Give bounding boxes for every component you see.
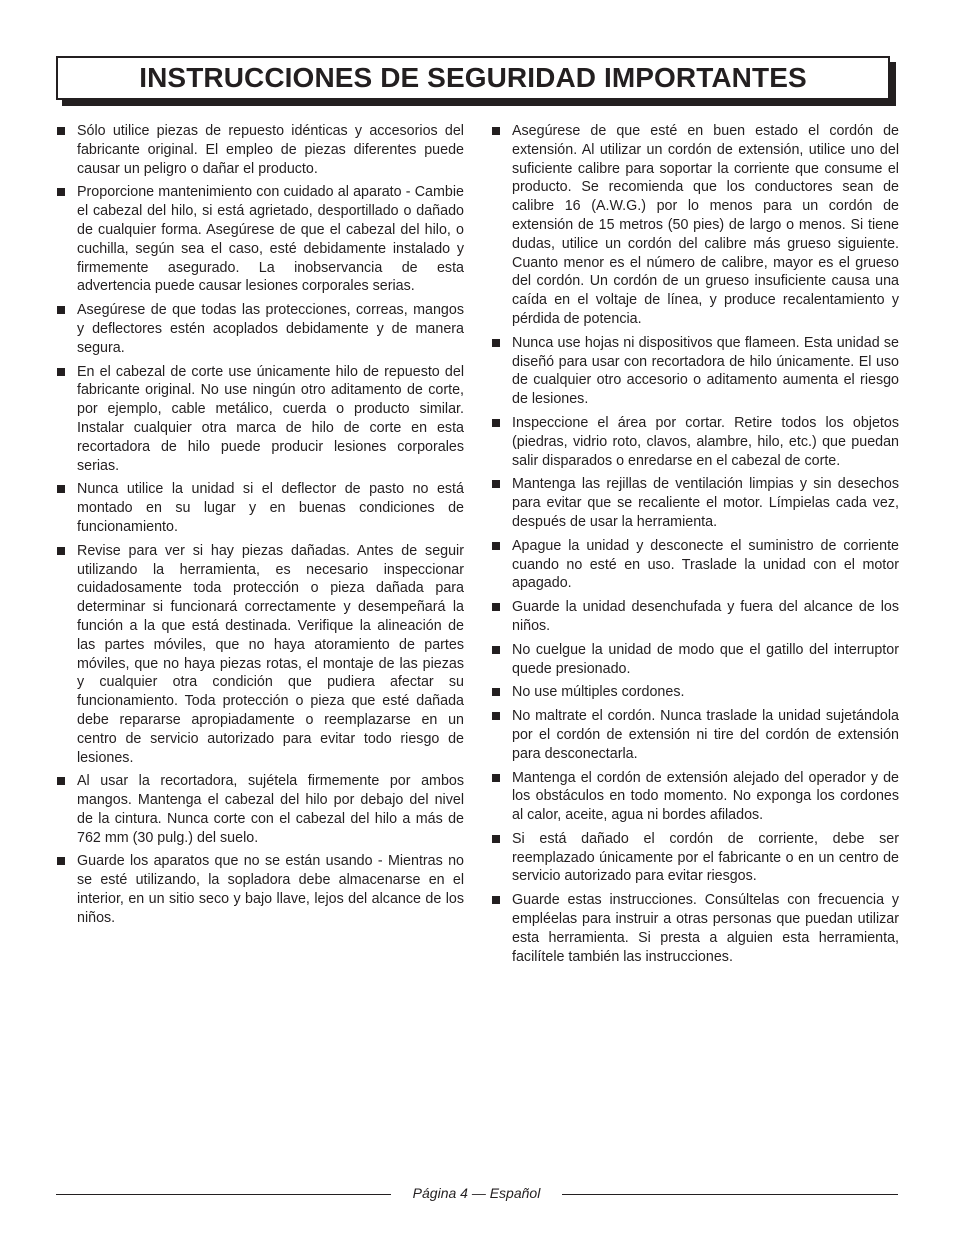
square-bullet-icon (492, 339, 500, 347)
list-item (56, 852, 464, 927)
list-item-text: Mantenga las rejillas de ventilación limpias y sin desechos para evitar que se recaliente el motor. Límpielas cada vez, después de usar la herramienta. (512, 476, 899, 530)
list-item-text: Nunca utilice la unidad si el deflector de pasto no está montado en su lugar y en buenas condiciones de funcionamiento. (77, 481, 464, 535)
list-item (491, 683, 899, 702)
list-item (491, 122, 899, 329)
list-item-text: Si está dañado el cordón de corriente, debe ser reemplazado únicamente por el fabricante o en un centro de servicio autorizado para evitar riesgos. (512, 830, 899, 885)
square-bullet-icon (492, 896, 500, 904)
list-item (491, 707, 899, 763)
square-bullet-icon (57, 188, 65, 196)
square-bullet-icon (492, 774, 500, 782)
list-item (491, 598, 899, 636)
list-item-text: Inspeccione el área por cortar. Retire todos los objetos (piedras, vidrio roto, clavos, alambre, hilo, etc.) que puedan salir disparados o enredarse en el cabezal de corte. (512, 414, 899, 469)
list-item-text: No use múltiples cordones. (512, 684, 685, 701)
left-column (56, 122, 464, 933)
list-item (491, 334, 899, 409)
list-item (56, 301, 464, 357)
square-bullet-icon (57, 127, 65, 135)
square-bullet-icon (492, 419, 500, 427)
square-bullet-icon (492, 646, 500, 654)
list-item (491, 891, 899, 966)
square-bullet-icon (492, 480, 500, 488)
list-item (491, 475, 899, 531)
list-item-text: Guarde los aparatos que no se están usando - Mientras no se esté utilizando, la sopladora debe almacenarse en el interior, en un sitio seco y bajo llave, lejos del alcance de los niños. (77, 853, 464, 926)
square-bullet-icon (492, 127, 500, 135)
square-bullet-icon (57, 306, 65, 314)
list-item-text: Asegúrese de que esté en buen estado el cordón de extensión. Al utilizar un cordón de extensión, utilice uno del suficiente calibre para soportar la corriente que consume el producto. Se recomienda que los conductores sean de calibre 16 (A.W.G.) por lo menos para un cordón de extensión de 15 metros (50 pies) de largo o menos. Si tiene dudas, utilice un cordón del calibre más grueso siguiente. Cuanto menor es el número de calibre, mayor es el grueso del cordón. Un cordón de un grueso insuficiente causa una caída en el voltaje de línea, y produce recalentamiento y pérdida de potencia. (512, 123, 899, 327)
list-item (491, 414, 899, 470)
list-item-text: Nunca use hojas ni dispositivos que flameen. Esta unidad se diseñó para usar con recortadora de hilo únicamente. El uso de cualquier otro accesorio o aditamento aumenta el riesgo de lesiones. (512, 334, 899, 408)
list-item-text: Asegúrese de que todas las protecciones, correas, mangos y deflectores estén acoplados debidamente y de manera segura. (77, 302, 464, 356)
header-box (56, 56, 890, 100)
square-bullet-icon (492, 688, 500, 696)
list-item (56, 542, 464, 768)
square-bullet-icon (492, 712, 500, 720)
list-item (56, 183, 464, 296)
square-bullet-icon (492, 542, 500, 550)
list-item (491, 537, 899, 593)
list-item-text: Proporcione mantenimiento con cuidado al aparato - Cambie el cabezal del hilo, si está agrietado, desportillado o dañado de cualquier forma. Asegúrese de que el cabezal del hilo, o cuchilla, según sea el caso, esté debidamente instalado y firmemente asegurado. La inobservancia de esta advertencia puede causar lesiones corporales serias. (77, 184, 464, 295)
page-title: INSTRUCCIONES DE SEGURIDAD IMPORTANTES (139, 62, 807, 93)
list-item-text: Guarde la unidad desenchufada y fuera del alcance de los niños. (512, 599, 899, 634)
square-bullet-icon (57, 857, 65, 865)
square-bullet-icon (492, 835, 500, 843)
list-item (56, 480, 464, 536)
list-item-text: Revise para ver si hay piezas dañadas. Antes de seguir utilizando la herramienta, es necesario inspeccionar cuidadosamente toda protección o pieza dañada para determinar si funcionará correctamente y desempeñará la función a la que está destinada. Verifique la alineación de las partes móviles, que no haya atoramiento de partes móviles, que no haya piezas rotas, el montaje de las piezas y cualquier otra condición que pudiera afectar su funcionamiento. Toda protección o pieza que esté dañada debe repararse apropiadamente o reemplazarse en un centro de servicio autorizado para evitar todo riesgo de lesiones. (77, 542, 464, 766)
square-bullet-icon (57, 547, 65, 555)
page-number-label: Página 4 — Español (412, 1185, 541, 1201)
square-bullet-icon (57, 368, 65, 376)
list-item-text: No maltrate el cordón. Nunca traslade la unidad sujetándola por el cordón de extensión ni tire del cordón de extensión para desconectarla. (512, 708, 899, 762)
right-column (491, 122, 899, 971)
square-bullet-icon (492, 603, 500, 611)
footer-rule-right (562, 1194, 898, 1195)
square-bullet-icon (57, 485, 65, 493)
list-item (56, 363, 464, 476)
list-item (56, 772, 464, 847)
list-item-text: Mantenga el cordón de extensión alejado del operador y de los obstáculos en todo momento. No exponga los cordones al calor, aceite, agua ni bordes afilados. (512, 769, 899, 824)
page-footer (56, 1184, 898, 1204)
list-item-text: En el cabezal de corte use únicamente hilo de repuesto del fabricante original. No use ningún otro aditamento de corte, por ejemplo, cable metálico, cuerda o producto similar. Instalar cualquier otra marca de hilo de corte en esta recortadora de hilo puede producir lesiones corporales serias. (77, 363, 464, 474)
list-item-text: Al usar la recortadora, sujétela firmemente por ambos mangos. Mantenga el cabezal del hilo por debajo del nivel de la cintura. Nunca corte con el cabezal del hilo a más de 762 mm (30 pulg.) del suelo. (77, 773, 464, 846)
list-item-text: No cuelgue la unidad de modo que el gatillo del interruptor quede presionado. (512, 641, 899, 677)
list-item (491, 769, 899, 825)
list-item (56, 122, 464, 178)
page-header (56, 56, 890, 100)
list-item-text: Sólo utilice piezas de repuesto idénticas y accesorios del fabricante original. El empleo de piezas diferentes puede causar un peligro o dañar el producto. (77, 123, 464, 177)
footer-rule-left (56, 1194, 391, 1195)
list-item-text: Apague la unidad y desconecte el suministro de corriente cuando no esté en uso. Traslade la unidad con el motor apagado. (512, 537, 899, 592)
square-bullet-icon (57, 777, 65, 785)
list-item-text: Guarde estas instrucciones. Consúltelas con frecuencia y empléelas para instruir a otras personas que puedan utilizar esta herramienta. Si presta a alguien esta herramienta, facilítele también las instrucciones. (512, 892, 899, 965)
list-item (491, 641, 899, 679)
list-item (491, 830, 899, 886)
